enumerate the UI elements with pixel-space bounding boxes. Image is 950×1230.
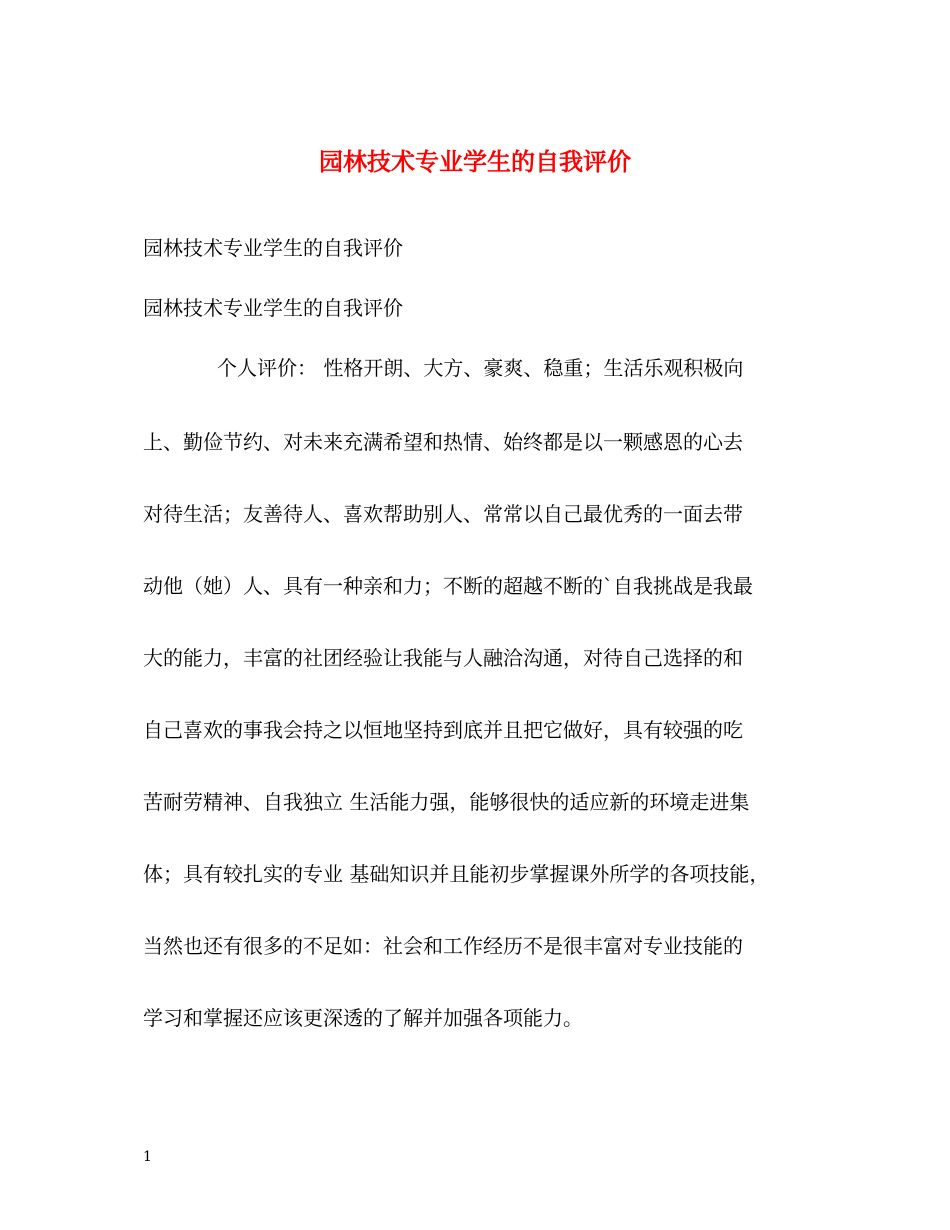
paragraph-line-10: 学习和掌握还应该更深透的了解并加强各项能力。 bbox=[143, 1006, 583, 1030]
paragraph-line-7: 苦耐劳精神、自我独立 生活能力强，能够很快的适应新的环境走进集 bbox=[143, 790, 750, 814]
paragraph-line-4: 动他（她）人、具有一种亲和力；不断的超越不断的`自我挑战是我最 bbox=[143, 574, 753, 598]
paragraph-line-3: 对待生活；友善待人、喜欢帮助别人、常常以自己最优秀的一面去带 bbox=[143, 502, 743, 526]
subheading-2: 园林技术专业学生的自我评价 bbox=[143, 296, 403, 320]
paragraph-line-9: 当然也还有很多的不足如：社会和工作经历不是很丰富对专业技能的 bbox=[143, 934, 743, 958]
document-title: 园林技术专业学生的自我评价 bbox=[319, 147, 631, 176]
paragraph-line-1: 个人评价： 性格开朗、大方、豪爽、稳重；生活乐观积极向 bbox=[217, 356, 744, 380]
paragraph-line-2: 上、勤俭节约、对未来充满希望和热情、始终都是以一颗感恩的心去 bbox=[143, 430, 743, 454]
paragraph-line-8: 体；具有较扎实的专业 基础知识并且能初步掌握课外所学的各项技能， bbox=[143, 862, 770, 886]
page-number: 1 bbox=[143, 1149, 152, 1165]
subheading-1: 园林技术专业学生的自我评价 bbox=[143, 236, 403, 260]
paragraph-line-6: 自己喜欢的事我会持之以恒地坚持到底并且把它做好，具有较强的吃 bbox=[143, 718, 743, 742]
paragraph-line-5: 大的能力，丰富的社团经验让我能与人融洽沟通，对待自己选择的和 bbox=[143, 646, 743, 670]
